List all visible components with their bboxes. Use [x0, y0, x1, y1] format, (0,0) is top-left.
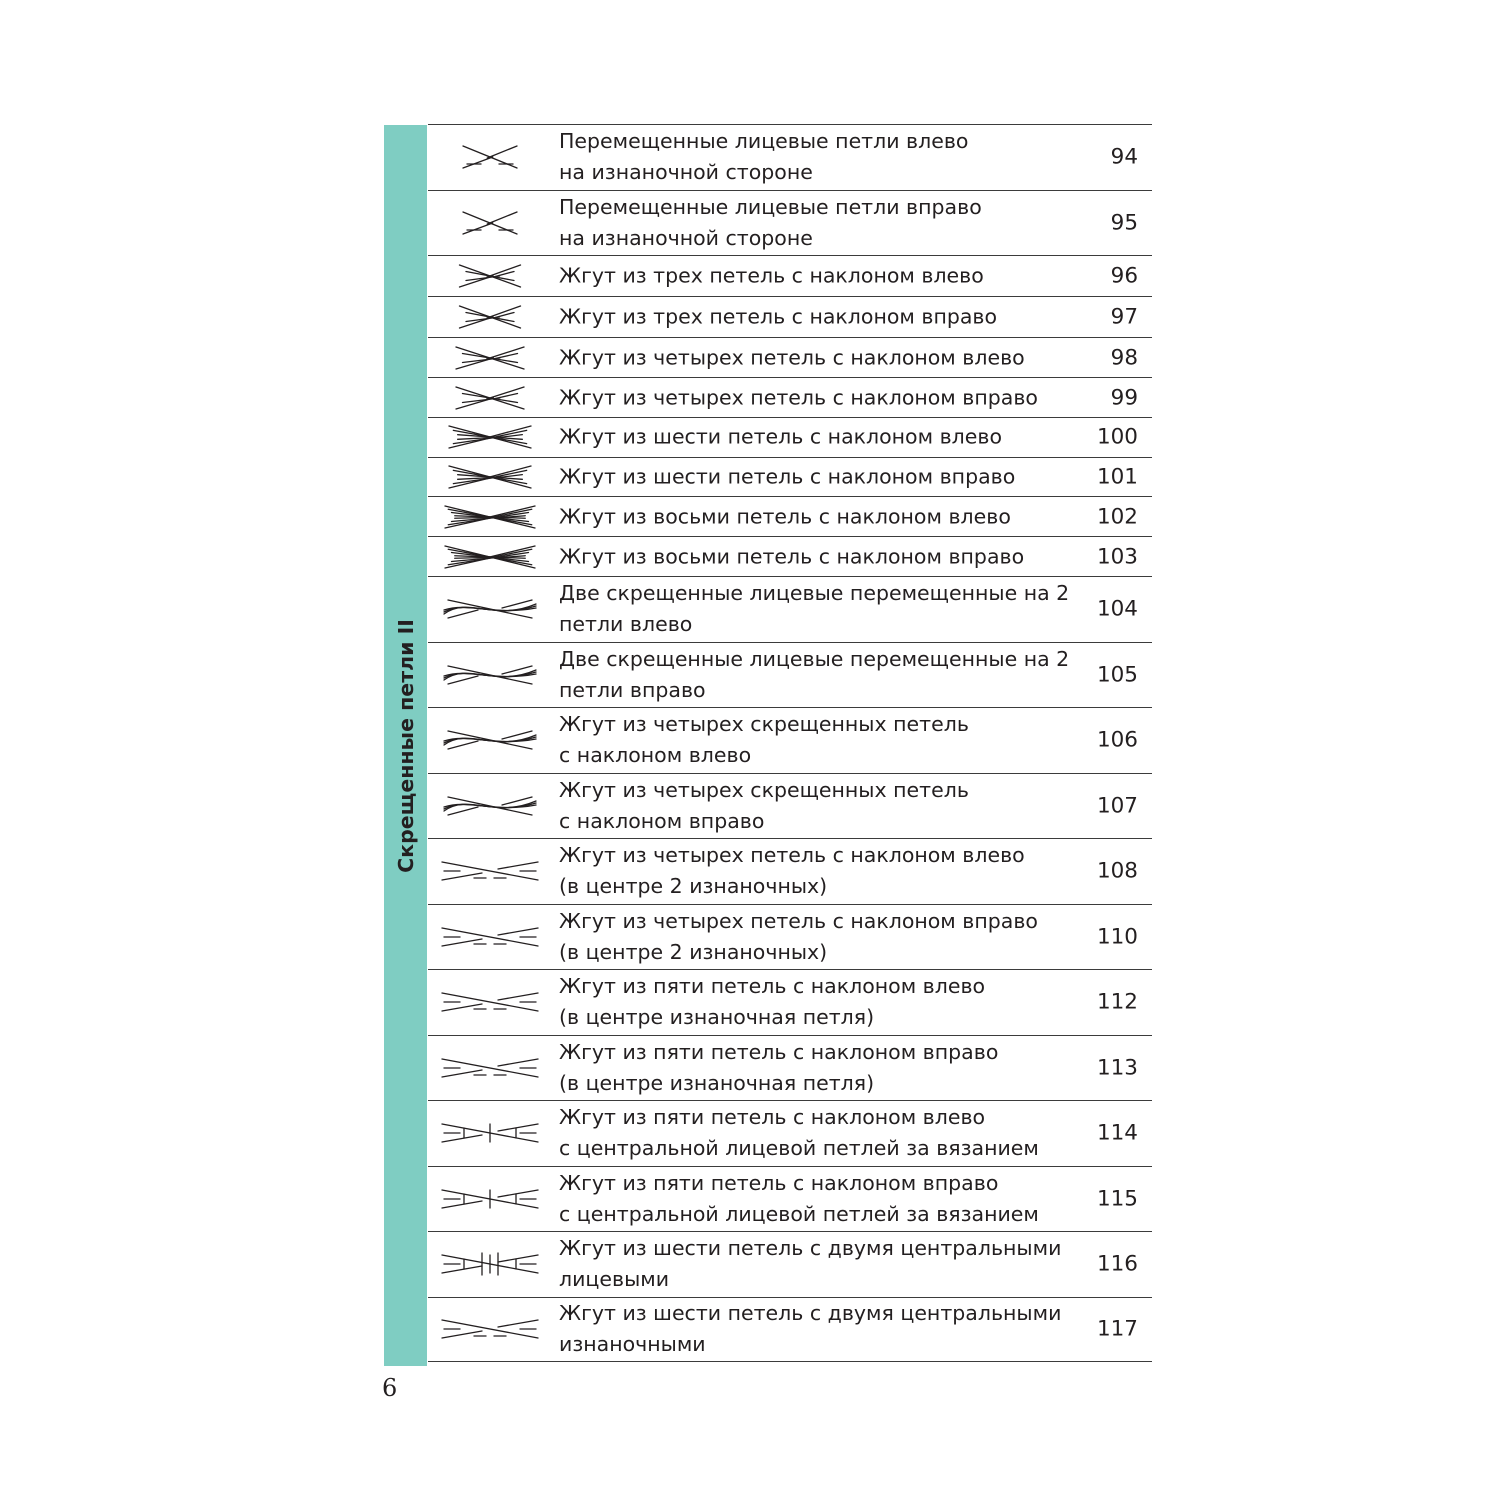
- toc-entry-page: 112: [1096, 989, 1138, 1015]
- knit-stitches-left-wrong-side-icon: [434, 140, 546, 174]
- toc-entry-page: 100: [1096, 424, 1138, 450]
- toc-entry-page: 97: [1110, 304, 1138, 330]
- cable-8-left-icon: [434, 500, 546, 534]
- toc-entry-title: Перемещенные лицевые петли влево на изнаночной стороне: [559, 129, 969, 185]
- toc-entry-page: 94: [1110, 144, 1138, 170]
- cable-4-twisted-right-icon: [434, 789, 546, 823]
- cable-6-right-icon: [434, 460, 546, 494]
- toc-entry-title: Жгут из восьми петель с наклоном вправо: [559, 544, 1025, 568]
- toc-entry-page: 105: [1096, 662, 1138, 688]
- cable-4-left-icon: [434, 341, 546, 375]
- cable-4-left-purl-center-icon: [434, 854, 546, 888]
- toc-entry-page: 114: [1096, 1120, 1138, 1146]
- toc-entry-title: Жгут из четырех петель с наклоном вправо (в центре 2 изнаночных): [559, 908, 1038, 964]
- toc-entry-title: Две скрещенные лицевые перемещенные на 2 петли вправо: [559, 646, 1070, 702]
- toc-entry-page: 106: [1096, 727, 1138, 753]
- toc-row: [428, 377, 1152, 417]
- section-title: Скрещенные петли II: [393, 618, 418, 873]
- cable-4-right-purl-center-icon: [434, 920, 546, 954]
- toc-row: [428, 417, 1152, 457]
- toc-entry-page: 96: [1110, 263, 1138, 289]
- toc-entry-page: 99: [1110, 385, 1138, 410]
- toc-entry-title: Перемещенные лицевые петли вправо на изнаночной стороне: [559, 194, 982, 250]
- toc-entry-title: Жгут из шести петель с двумя центральными лицевыми: [559, 1236, 1062, 1292]
- cable-6-two-knit-center-icon: [434, 1247, 546, 1281]
- toc-entry-page: 102: [1096, 504, 1138, 529]
- cable-4-right-icon: [434, 381, 546, 415]
- toc-entry-page: 104: [1096, 596, 1138, 622]
- toc-entry-title: Жгут из трех петель с наклоном вправо: [559, 304, 998, 329]
- cable-8-right-icon: [434, 540, 546, 574]
- cable-6-left-icon: [434, 420, 546, 454]
- toc-row: [428, 576, 1152, 642]
- toc-row: [428, 707, 1152, 773]
- toc-row: [428, 536, 1152, 576]
- toc-row: [428, 1035, 1152, 1101]
- toc-entry-title: Две скрещенные лицевые перемещенные на 2 петли влево: [559, 581, 1070, 637]
- cable-3-left-icon: [434, 259, 546, 293]
- toc-entry-title: Жгут из шести петель с наклоном влево: [559, 424, 1003, 449]
- toc-row: [428, 904, 1152, 970]
- toc-row: [428, 1166, 1152, 1232]
- toc-entry-page: 108: [1096, 858, 1138, 884]
- toc-row: [428, 337, 1152, 377]
- toc-entry-title: Жгут из шести петель с двумя центральными изнаночными: [559, 1301, 1062, 1357]
- cable-3-right-icon: [434, 300, 546, 334]
- toc-row: [428, 642, 1152, 708]
- toc-row: [428, 296, 1152, 337]
- toc-entry-page: 107: [1096, 793, 1138, 819]
- toc-row: [428, 838, 1152, 904]
- toc-entry-page: 117: [1096, 1316, 1138, 1342]
- toc-entry-title: Жгут из пяти петель с наклоном вправо (в центре изнаночная петля): [559, 1039, 999, 1095]
- toc-entry-page: 110: [1096, 924, 1138, 950]
- cable-4-twisted-left-icon: [434, 723, 546, 757]
- toc-entry-title: Жгут из четырех петель с наклоном вправо: [559, 385, 1038, 409]
- toc-entry-page: 95: [1110, 210, 1138, 236]
- toc-entry-page: 98: [1110, 345, 1138, 370]
- toc-entry-title: Жгут из четырех скрещенных петель с наклоном вправо: [559, 777, 969, 833]
- cable-5-left-knit-center-icon: [434, 1116, 546, 1150]
- toc-row: [428, 1100, 1152, 1166]
- toc-entry-title: Жгут из трех петель с наклоном влево: [559, 263, 984, 288]
- page-number: 6: [382, 1374, 398, 1402]
- toc-row: [428, 773, 1152, 839]
- toc-entry-title: Жгут из четырех скрещенных петель с наклоном влево: [559, 712, 969, 768]
- toc-entry-page: 101: [1096, 464, 1138, 490]
- toc-row: [428, 1297, 1152, 1363]
- toc-row: [428, 190, 1152, 256]
- cable-6-two-purl-center-icon: [434, 1312, 546, 1346]
- toc-entry-title: Жгут из пяти петель с наклоном влево (в центре изнаночная петля): [559, 974, 986, 1030]
- toc-entry-title: Жгут из четырех петель с наклоном влево: [559, 345, 1025, 369]
- toc-entry-page: 116: [1096, 1251, 1138, 1277]
- toc-row: [428, 969, 1152, 1035]
- toc-row: [428, 496, 1152, 536]
- two-crossed-knit-right-icon: [434, 658, 546, 692]
- toc-entry-title: Жгут из пяти петель с наклоном влево с центральной лицевой петлей за вязанием: [559, 1105, 1039, 1161]
- table-of-contents: [428, 124, 1152, 1362]
- toc-row: [428, 255, 1152, 296]
- cable-5-left-purl-center-icon: [434, 985, 546, 1019]
- toc-row: [428, 457, 1152, 497]
- toc-entry-title: Жгут из четырех петель с наклоном влево (в центре 2 изнаночных): [559, 843, 1025, 899]
- toc-entry-title: Жгут из пяти петель с наклоном вправо с центральной лицевой петлей за вязанием: [559, 1170, 1039, 1226]
- cable-5-right-purl-center-icon: [434, 1051, 546, 1085]
- toc-entry-page: 113: [1096, 1055, 1138, 1081]
- toc-row: [428, 1231, 1152, 1297]
- two-crossed-knit-left-icon: [434, 592, 546, 626]
- toc-entry-page: 115: [1096, 1186, 1138, 1212]
- toc-row: [428, 124, 1152, 190]
- section-tab: [384, 125, 427, 1366]
- toc-entry-title: Жгут из восьми петель с наклоном влево: [559, 504, 1011, 528]
- knit-stitches-right-wrong-side-icon: [434, 206, 546, 240]
- cable-5-right-knit-center-icon: [434, 1182, 546, 1216]
- toc-entry-page: 103: [1096, 544, 1138, 569]
- toc-entry-title: Жгут из шести петель с наклоном вправо: [559, 464, 1016, 489]
